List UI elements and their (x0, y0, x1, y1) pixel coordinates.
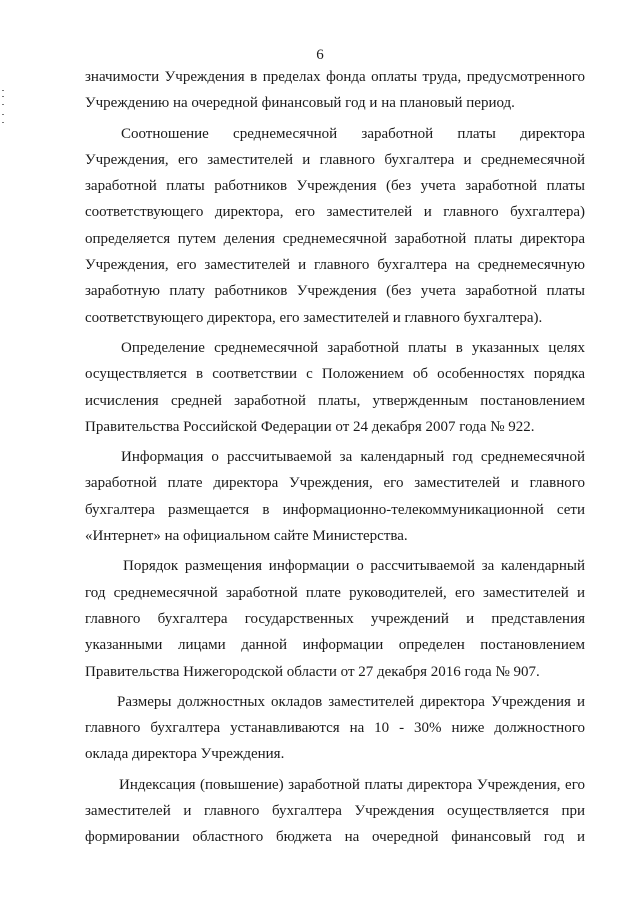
document-line: главного бухгалтера государственных учреждений и представления (85, 610, 585, 627)
document-line: заработной плате директора Учреждения, его заместителей и главного (85, 475, 585, 492)
document-line: указанными лицами данной информации определен постановлением (85, 637, 585, 654)
document-line: главного бухгалтера устанавливаются на 10 - 30% ниже должностного (85, 720, 585, 737)
document-line: Индексация (повышение) заработной платы директора Учреждения, его (119, 776, 585, 793)
document-line: Информация о рассчитываемой за календарный год среднемесячной (121, 449, 585, 466)
document-line: заместителей и главного бухгалтера Учреждения осуществляется при (85, 803, 585, 820)
document-line: Порядок размещения информации о рассчитываемой за календарный (123, 558, 585, 575)
document-line: бухгалтера размещается в информационно-телекоммуникационной сети (85, 501, 585, 518)
document-line: заработной платы работников Учреждения (без учета заработной платы (85, 178, 585, 195)
document-line: Правительства Нижегородской области от 27 декабря 2016 года № 907. (85, 663, 540, 680)
document-line: оклада директора Учреждения. (85, 746, 285, 763)
document-line: исчисления средней заработной платы, утвержденным постановлением (85, 392, 585, 409)
document-line: формировании областного бюджета на очередной финансовый год и (85, 829, 585, 846)
document-line: Учреждения, его заместителей и главного бухгалтера и среднемесячной (85, 151, 585, 168)
scan-edge-marks (0, 0, 8, 905)
document-line: заработную плату работников Учреждения (без учета заработной платы (85, 283, 585, 300)
document-line: Определение среднемесячной заработной платы в указанных целях (121, 339, 585, 356)
document-line: определяется путем деления среднемесячной заработной платы директора (85, 230, 585, 247)
document-line: Размеры должностных окладов заместителей директора Учреждения и (117, 693, 585, 710)
document-line: соответствующего директора, его заместителей и главного бухгалтера). (85, 309, 543, 326)
document-line: год среднемесячной заработной плате руководителей, его заместителей и (85, 584, 585, 601)
document-line: Учреждению на очередной финансовый год и на плановый период. (85, 95, 515, 112)
document-line: осуществляется в соответствии с Положением об особенностях порядка (85, 366, 585, 383)
document-line: Учреждения, его заместителей и главного бухгалтера на среднемесячную (85, 257, 585, 274)
document-line: значимости Учреждения в пределах фонда оплаты труда, предусмотренного (85, 69, 585, 85)
page-number: 6 (316, 47, 324, 63)
document-line: «Интернет» на официальном сайте Министерства. (85, 528, 408, 545)
document-line: соответствующего директора, его заместителей и главного бухгалтера) (85, 204, 585, 221)
document-line: Правительства Российской Федерации от 24 декабря 2007 года № 922. (85, 418, 535, 435)
document-body (85, 64, 585, 851)
document-line: Соотношение среднемесячной заработной платы директора (121, 125, 585, 142)
